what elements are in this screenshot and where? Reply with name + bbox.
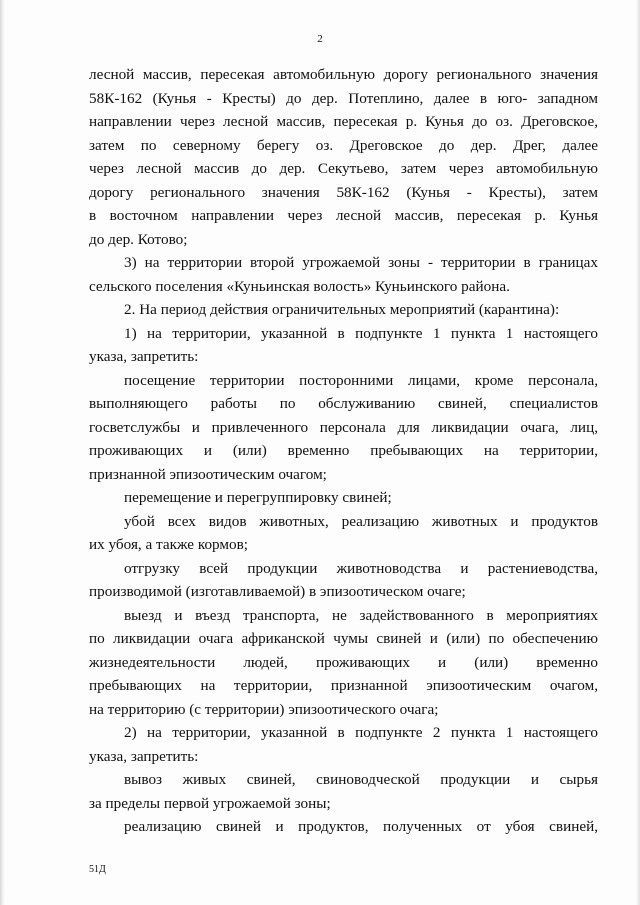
page-number: 2 bbox=[317, 33, 323, 45]
text-line: в восточном направлении через лесной массив, пересекая р. Кунья bbox=[89, 207, 598, 224]
text-line: лесной массив, пересекая автомобильную дорогу регионального значения bbox=[89, 66, 598, 83]
text-line: до дер. Котово; bbox=[89, 230, 188, 248]
text-line: проживающих и (или) временно пребывающих на территории, bbox=[89, 442, 598, 459]
text-line: их убоя, а также кормов; bbox=[89, 536, 248, 553]
text-line: реализацию свиней и продуктов, полученных от убоя свиней, bbox=[124, 818, 598, 835]
scan-edge-right bbox=[636, 0, 640, 905]
text-line: 2) на территории, указанной в подпункте 2 пункта 1 настоящего bbox=[124, 724, 598, 741]
text-line: 2. На период действия ограничительных мероприятий (карантина): bbox=[124, 301, 560, 318]
text-line: посещение территории посторонними лицами, кроме персонала, bbox=[124, 371, 598, 389]
text-line: направлении через лесной массив, пересекая р. Кунья до оз. Дреговское, bbox=[89, 113, 598, 130]
text-line: отгрузку всей продукции животноводства и растениеводства, bbox=[124, 559, 598, 577]
text-line: 1) на территории, указанной в подпункте 1 пункта 1 настоящего bbox=[124, 324, 598, 342]
text-line: пребывающих на территории, признанной эпизоотическим очагом, bbox=[89, 677, 598, 694]
text-line: 58К-162 (Кунья - Кресты) до дер. Потеплино, далее в юго- западном bbox=[89, 89, 598, 107]
text-line: дорогу регионального значения 58К-162 (Кунья - Кресты), затем bbox=[89, 183, 598, 201]
text-line: выполняющего работы по обслуживанию свиней, специалистов bbox=[89, 395, 598, 412]
text-line: указа, запретить: bbox=[89, 348, 199, 365]
scan-edge-left bbox=[0, 0, 5, 905]
text-line: на территорию (с территории) эпизоотического очага; bbox=[89, 700, 439, 718]
text-line: выезд и въезд транспорта, не задействованного в мероприятиях bbox=[124, 606, 598, 624]
text-line: убой всех видов животных, реализацию животных и продуктов bbox=[124, 512, 598, 530]
text-line: вывоз живых свиней, свиноводческой продукции и сырья bbox=[124, 771, 598, 788]
text-line: перемещение и перегруппировку свиней; bbox=[124, 489, 392, 506]
footer-code: 51Д bbox=[89, 864, 106, 875]
text-line: 3) на территории второй угрожаемой зоны - территории в границах bbox=[124, 254, 598, 271]
text-line: через лесной массив до дер. Секутьево, затем через автомобильную bbox=[89, 160, 598, 177]
text-line: затем по северному берегу оз. Дреговское до дер. Дрег, далее bbox=[89, 136, 598, 154]
text-line: указа, запретить: bbox=[89, 747, 199, 765]
text-line: госветслужбы и привлеченного персонала для ликвидации очага, лиц, bbox=[89, 418, 598, 436]
text-line: сельского поселения «Куньинская волость» Куньинского района. bbox=[89, 277, 510, 295]
text-line: жизнедеятельности людей, проживающих и (или) временно bbox=[89, 653, 598, 671]
body-text bbox=[89, 63, 598, 839]
text-line: за пределы первой угрожаемой зоны; bbox=[89, 794, 331, 812]
text-line: признанной эпизоотическим очагом; bbox=[89, 465, 327, 483]
text-line: производимой (изготавливаемой) в эпизоотическом очаге; bbox=[89, 583, 466, 600]
text-line: по ликвидации очага африканской чумы свиней и (или) по обеспечению bbox=[89, 630, 598, 647]
